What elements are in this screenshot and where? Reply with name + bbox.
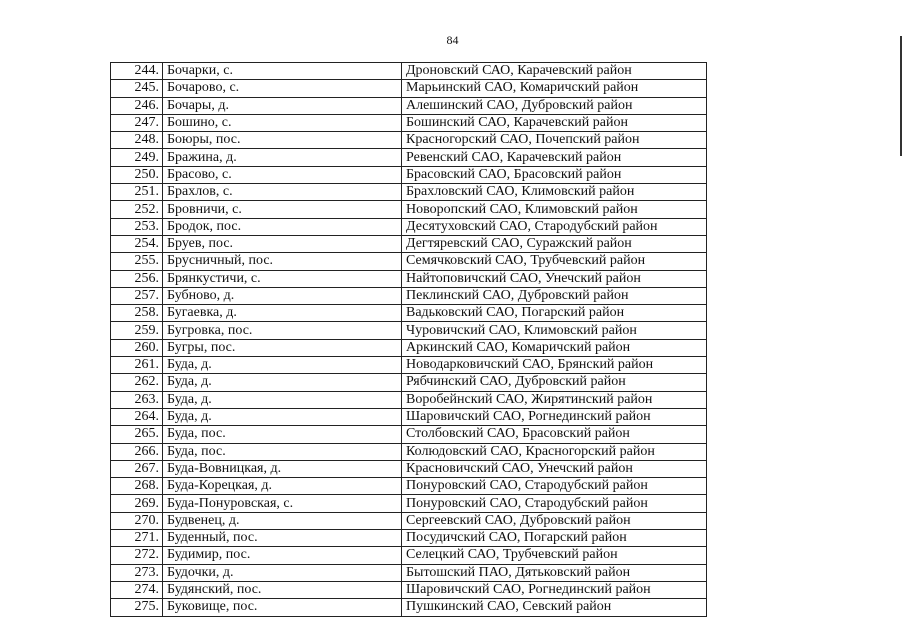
row-number: 244. [111,63,163,80]
settlement-name: Бошино, с. [163,114,402,131]
table-row [111,201,707,218]
settlement-name: Бражина, д. [163,149,402,166]
administrative-area: Понуровский САО, Стародубский район [402,495,707,512]
table-row [111,564,707,581]
settlement-name: Буковище, пос. [163,599,402,616]
settlement-name: Брянкустичи, с. [163,270,402,287]
table-row [111,339,707,356]
table-row [111,443,707,460]
row-number: 268. [111,478,163,495]
administrative-area: Селецкий САО, Трубчевский район [402,547,707,564]
table-row [111,218,707,235]
settlement-name: Бочарово, с. [163,80,402,97]
row-number: 259. [111,322,163,339]
settlement-name: Будимир, пос. [163,547,402,564]
row-number: 247. [111,114,163,131]
administrative-area: Ревенский САО, Карачевский район [402,149,707,166]
administrative-area: Колюдовский САО, Красногорский район [402,443,707,460]
administrative-area: Аркинский САО, Комаричский район [402,339,707,356]
settlement-name: Буда, д. [163,408,402,425]
row-number: 248. [111,132,163,149]
settlement-name: Будочки, д. [163,564,402,581]
administrative-area: Шаровичский САО, Рогнединский район [402,581,707,598]
table-row [111,322,707,339]
administrative-area: Дегтяревский САО, Суражский район [402,235,707,252]
row-number: 262. [111,374,163,391]
row-number: 245. [111,80,163,97]
row-number: 258. [111,305,163,322]
settlement-name: Буда-Корецкая, д. [163,478,402,495]
row-number: 246. [111,97,163,114]
administrative-area: Марьинский САО, Комаричский район [402,80,707,97]
table-row [111,357,707,374]
row-number: 257. [111,287,163,304]
table-row [111,495,707,512]
administrative-area: Пеклинский САО, Дубровский район [402,287,707,304]
administrative-area: Чуровичский САО, Климовский район [402,322,707,339]
settlement-name: Брасово, с. [163,166,402,183]
administrative-area: Сергеевский САО, Дубровский район [402,512,707,529]
table-row [111,305,707,322]
row-number: 252. [111,201,163,218]
administrative-area: Брасовский САО, Брасовский район [402,166,707,183]
settlement-name: Бугры, пос. [163,339,402,356]
administrative-area: Найтоповичский САО, Унечский район [402,270,707,287]
table-row [111,547,707,564]
settlement-name: Бочарки, с. [163,63,402,80]
administrative-area: Воробейнский САО, Жирятинский район [402,391,707,408]
settlement-name: Бугровка, пос. [163,322,402,339]
administrative-area: Шаровичский САО, Рогнединский район [402,408,707,425]
settlement-name: Буда-Вовницкая, д. [163,460,402,477]
settlement-name: Бочары, д. [163,97,402,114]
table-row [111,478,707,495]
row-number: 270. [111,512,163,529]
settlements-table-body [111,63,707,617]
table-row [111,184,707,201]
settlement-name: Бугаевка, д. [163,305,402,322]
settlement-name: Буда, пос. [163,426,402,443]
row-number: 251. [111,184,163,201]
table-row [111,253,707,270]
table-row [111,599,707,616]
settlement-name: Буда, пос. [163,443,402,460]
row-number: 265. [111,426,163,443]
administrative-area: Пушкинский САО, Севский район [402,599,707,616]
settlement-name: Буда-Понуровская, с. [163,495,402,512]
settlement-name: Буда, д. [163,391,402,408]
row-number: 266. [111,443,163,460]
table-row [111,374,707,391]
administrative-area: Бытошский ПАО, Дятьковский район [402,564,707,581]
settlement-name: Буденный, пос. [163,530,402,547]
table-row [111,270,707,287]
table-row [111,149,707,166]
administrative-area: Посудичский САО, Погарский район [402,530,707,547]
row-number: 275. [111,599,163,616]
administrative-area: Алешинский САО, Дубровский район [402,97,707,114]
row-number: 272. [111,547,163,564]
row-number: 269. [111,495,163,512]
row-number: 267. [111,460,163,477]
table-row [111,287,707,304]
row-number: 271. [111,530,163,547]
table-row [111,530,707,547]
administrative-area: Дроновский САО, Карачевский район [402,63,707,80]
administrative-area: Столбовский САО, Брасовский район [402,426,707,443]
settlement-name: Будвенец, д. [163,512,402,529]
administrative-area: Вадьковский САО, Погарский район [402,305,707,322]
settlement-name: Бродок, пос. [163,218,402,235]
row-number: 255. [111,253,163,270]
administrative-area: Десятуховский САО, Стародубский район [402,218,707,235]
row-number: 250. [111,166,163,183]
administrative-area: Новоропский САО, Климовский район [402,201,707,218]
row-number: 261. [111,357,163,374]
row-number: 249. [111,149,163,166]
row-number: 273. [111,564,163,581]
settlement-name: Буда, д. [163,374,402,391]
settlement-name: Бровничи, с. [163,201,402,218]
row-number: 256. [111,270,163,287]
table-row [111,63,707,80]
page-number: 84 [446,33,459,47]
administrative-area: Брахловский САО, Климовский район [402,184,707,201]
row-number: 260. [111,339,163,356]
table-row [111,166,707,183]
row-number: 253. [111,218,163,235]
administrative-area: Красногорский САО, Почепский район [402,132,707,149]
row-number: 254. [111,235,163,252]
table-row [111,426,707,443]
table-row [111,460,707,477]
row-number: 274. [111,581,163,598]
row-number: 263. [111,391,163,408]
table-row [111,114,707,131]
table-row [111,80,707,97]
settlement-name: Боюры, пос. [163,132,402,149]
table-row [111,512,707,529]
administrative-area: Семячковский САО, Трубчевский район [402,253,707,270]
table-row [111,581,707,598]
settlement-name: Будянский, пос. [163,581,402,598]
administrative-area: Рябчинский САО, Дубровский район [402,374,707,391]
settlement-name: Брусничный, пос. [163,253,402,270]
table-row [111,408,707,425]
administrative-area: Новодарковичский САО, Брянский район [402,357,707,374]
table-row [111,235,707,252]
administrative-area: Красновичский САО, Унечский район [402,460,707,477]
settlement-name: Буда, д. [163,357,402,374]
page-edge-rule [900,36,902,156]
settlement-name: Бубново, д. [163,287,402,304]
row-number: 264. [111,408,163,425]
settlement-name: Бруев, пос. [163,235,402,252]
table-row [111,132,707,149]
settlement-name: Брахлов, с. [163,184,402,201]
administrative-area: Бошинский САО, Карачевский район [402,114,707,131]
table-row [111,391,707,408]
settlements-table [110,62,707,617]
administrative-area: Понуровский САО, Стародубский район [402,478,707,495]
table-row [111,97,707,114]
